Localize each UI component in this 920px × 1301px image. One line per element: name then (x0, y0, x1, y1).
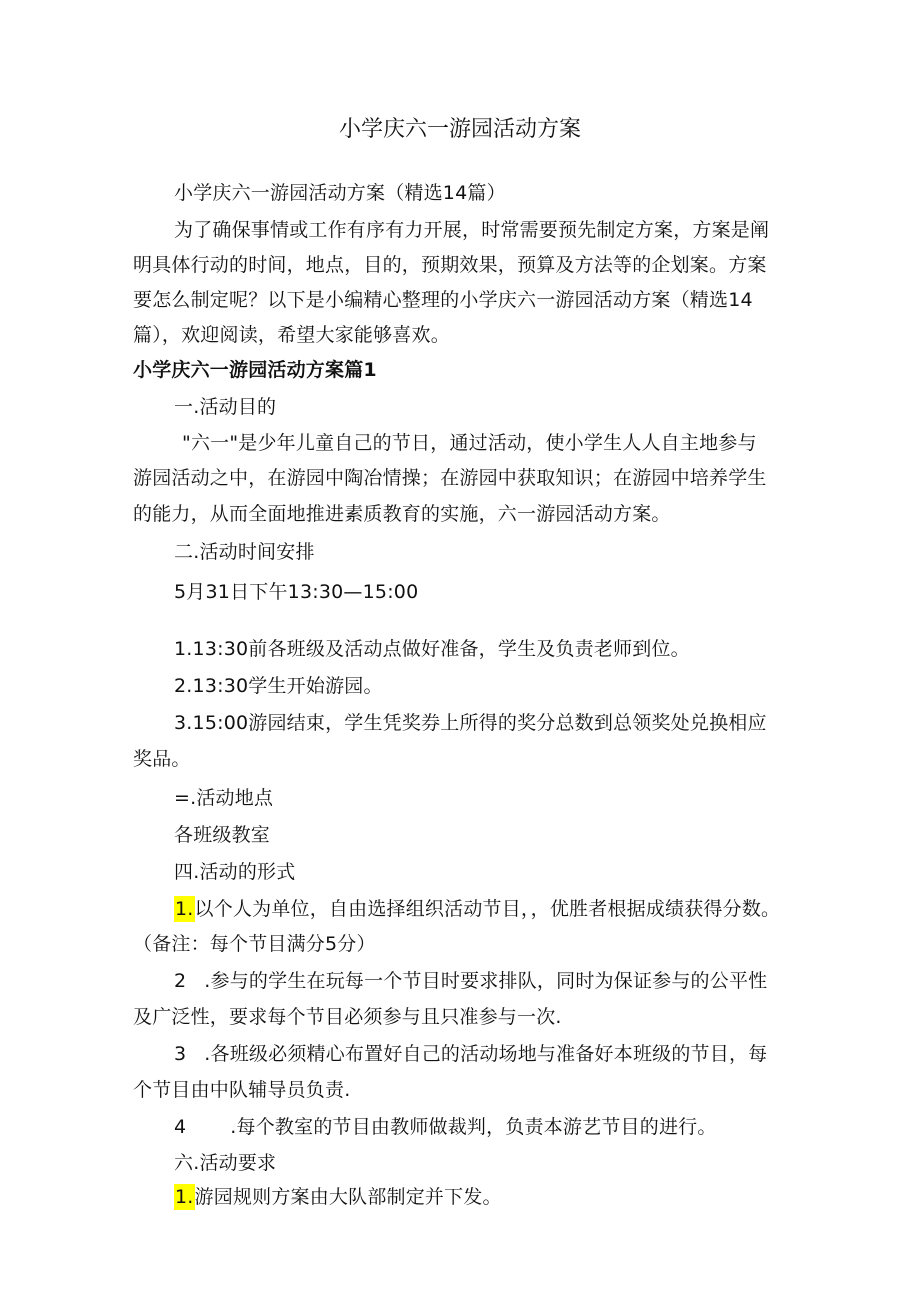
section-1-body-line-1: "六一"是少年儿童自己的节日，通过活动，使小学生人人自主地参与 (182, 432, 757, 454)
section-1-body-line-3: 的能力，从而全面地推进素质教育的实施，六一游园活动方案。 (133, 503, 671, 525)
section-2-item-3-cont: 奖品。 (133, 748, 191, 770)
intro-line-3: 要怎么制定呢？以下是小编精心整理的小学庆六一游园活动方案（精选14 (133, 289, 753, 311)
section-4-item-4-num: 4 (174, 1116, 187, 1138)
section-4-item-3-num: 3 (174, 1043, 187, 1065)
section-4-item-2 (174, 968, 767, 994)
section-4-heading: 四.活动的形式 (174, 861, 296, 883)
section-2-heading: 二.活动时间安排 (174, 541, 315, 563)
section-title: 小学庆六一游园活动方案篇1 (133, 359, 377, 381)
section-1-heading: 一.活动目的 (174, 396, 277, 418)
section-4-item-4-text: .每个教室的节目由教师做裁判，负责本游艺节目的进行。 (230, 1116, 717, 1138)
section-4-item-3 (174, 1041, 767, 1067)
intro-line-4: 篇），欢迎阅读，希望大家能够喜欢。 (133, 324, 450, 346)
section-2-time: 5月31日下午13:30—15:00 (174, 581, 419, 603)
section-2-item-2: 2.13:30学生开始游园。 (174, 675, 383, 697)
section-6-item-1 (174, 1184, 502, 1210)
section-6-heading: 六.活动要求 (174, 1152, 277, 1174)
section-4-item-3-cont: 个节目由中队辅导员负责. (133, 1079, 351, 1101)
document-subtitle: 小学庆六一游园活动方案（精选14篇） (174, 182, 506, 204)
section-1-body-line-2: 游园活动之中，在游园中陶冶情操；在游园中获取知识；在游园中培养学生 (133, 467, 767, 489)
section-4-item-4 (174, 1114, 717, 1140)
section-2-item-3: 3.15:00游园结束，学生凭奖券上所得的奖分总数到总领奖处兑换相应 (174, 712, 767, 734)
section-4-item-1-text: 以个人为单位，自由选择组织活动节目，，优胜者根据成绩获得分数。 (194, 898, 781, 920)
section-4-item-1-cont: （备注：每个节目满分5分） (133, 933, 376, 955)
section-4-item-2-cont: 及广泛性，要求每个节目必须参与且只准参与一次. (133, 1006, 562, 1028)
section-2-item-1: 1.13:30前各班级及活动点做好准备，学生及负责老师到位。 (174, 638, 690, 660)
section-4-item-3-text: .各班级必须精心布置好自己的活动场地与准备好本班级的节目，每 (204, 1043, 768, 1065)
section-4-item-1 (174, 896, 780, 922)
section-3-body: 各班级教室 (174, 824, 271, 846)
section-3-heading: =.活动地点 (174, 787, 274, 809)
section-4-item-2-text: .参与的学生在玩每一个节目时要求排队，同时为保证参与的公平性 (204, 970, 768, 992)
highlight-marker: 1. (175, 1186, 194, 1208)
highlight-marker: 1. (175, 898, 194, 920)
section-4-item-2-num: 2 (174, 970, 187, 992)
intro-line-2: 明具体行动的时间，地点，目的，预期效果，预算及方法等的企划案。方案 (133, 254, 767, 276)
intro-line-1: 为了确保事情或工作有序有力开展，时常需要预先制定方案，方案是阐 (174, 219, 770, 241)
section-6-item-1-text: 游园规则方案由大队部制定并下发。 (194, 1186, 502, 1208)
document-title: 小学庆六一游园活动方案 (338, 117, 581, 142)
